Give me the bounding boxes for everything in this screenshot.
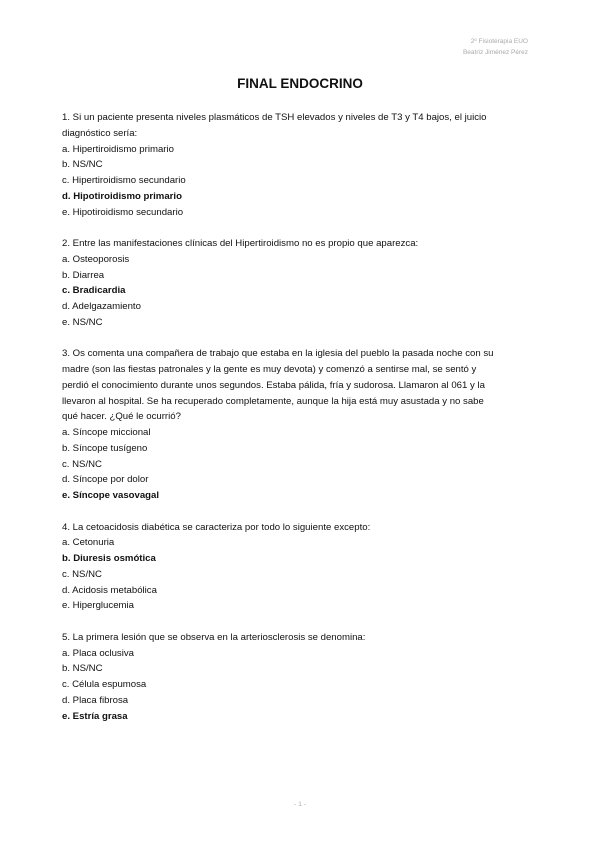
question-text-line: 5. La primera lesión que se observa en la arteriosclerosis se denomina: [62,631,366,643]
answer-option: b. Diarrea [62,269,105,281]
answer-option: d. Síncope por dolor [62,474,149,486]
question [62,520,542,615]
question-text-line: 3. Os comenta una compañera de trabajo que estaba en la iglesia del pueblo la pasada noche con su [62,348,494,360]
questions-list [62,110,542,740]
answer-option-correct: e. Estría grasa [62,710,128,722]
question [62,630,542,725]
question-text-line: diagnóstico sería: [62,127,138,139]
page-header [463,36,528,58]
header-author: Beatriz Jiménez Pérez [462,49,528,56]
answer-option-correct: e. Síncope vasovagal [62,490,160,501]
answer-option-correct: b. Diuresis osmótica [62,553,156,564]
answer-option-correct: d. Hipotiroidismo primario [62,190,182,202]
question [62,346,542,504]
answer-option: e. NS/NC [62,316,103,328]
answer-option: c. Hipertiroidismo secundario [62,175,186,186]
answer-option: a. Síncope miccional [62,427,151,438]
question [62,236,542,331]
header-course: 2º Fisioterapia EUO [470,38,528,45]
answer-option: d. Placa fibrosa [62,694,129,706]
question-text-line: perdió el conocimiento durante unos segundos. Estaba pálida, fría y sudorosa. Llamaron al 061 y la [62,379,485,391]
answer-option: b. Síncope tusígeno [62,442,148,454]
question-text-line: qué hacer. ¿Qué le ocurrió? [62,411,181,423]
answer-option: a. Hipertiroidismo primario [62,143,174,155]
answer-option: d. Adelgazamiento [62,301,141,312]
page-number: - 1 - [294,801,306,808]
answer-option: a. Cetonuria [62,537,115,549]
answer-option: c. Célula espumosa [62,679,147,690]
question-text-line: madre (son las fiestas patronales y la gente es muy devota) y comenzó a sentirse mal, se sentó y [62,364,477,375]
page-title: FINAL ENDOCRINO [237,76,363,91]
answer-option-correct: c. Bradicardia [62,285,126,297]
answer-option: e. Hiperglucemia [62,600,134,612]
answer-option: c. NS/NC [62,568,102,580]
answer-option: a. Osteoporosis [62,253,130,265]
question-text-line: llevaron al hospital. Se ha recuperado completamente, aunque la hija está muy asustada y no sabe [62,395,484,407]
answer-option: c. NS/NC [62,458,102,470]
question-text-line: 4. La cetoacidosis diabética se caracteriza por todo lo siguiente excepto: [62,521,371,533]
question [62,110,542,220]
answer-option: b. NS/NC [62,159,103,171]
answer-option: a. Placa oclusiva [62,647,134,659]
answer-option: d. Acidosis metabólica [62,584,157,596]
question-text-line: 1. Si un paciente presenta niveles plasmáticos de TSH elevados y niveles de T3 y T4 bajos, el juicio [62,112,487,123]
answer-option: b. NS/NC [62,663,103,675]
answer-option: e. Hipotiroidismo secundario [62,206,184,218]
question-text-line: 2. Entre las manifestaciones clínicas del Hipertiroidismo no es propio que aparezca: [62,238,419,249]
